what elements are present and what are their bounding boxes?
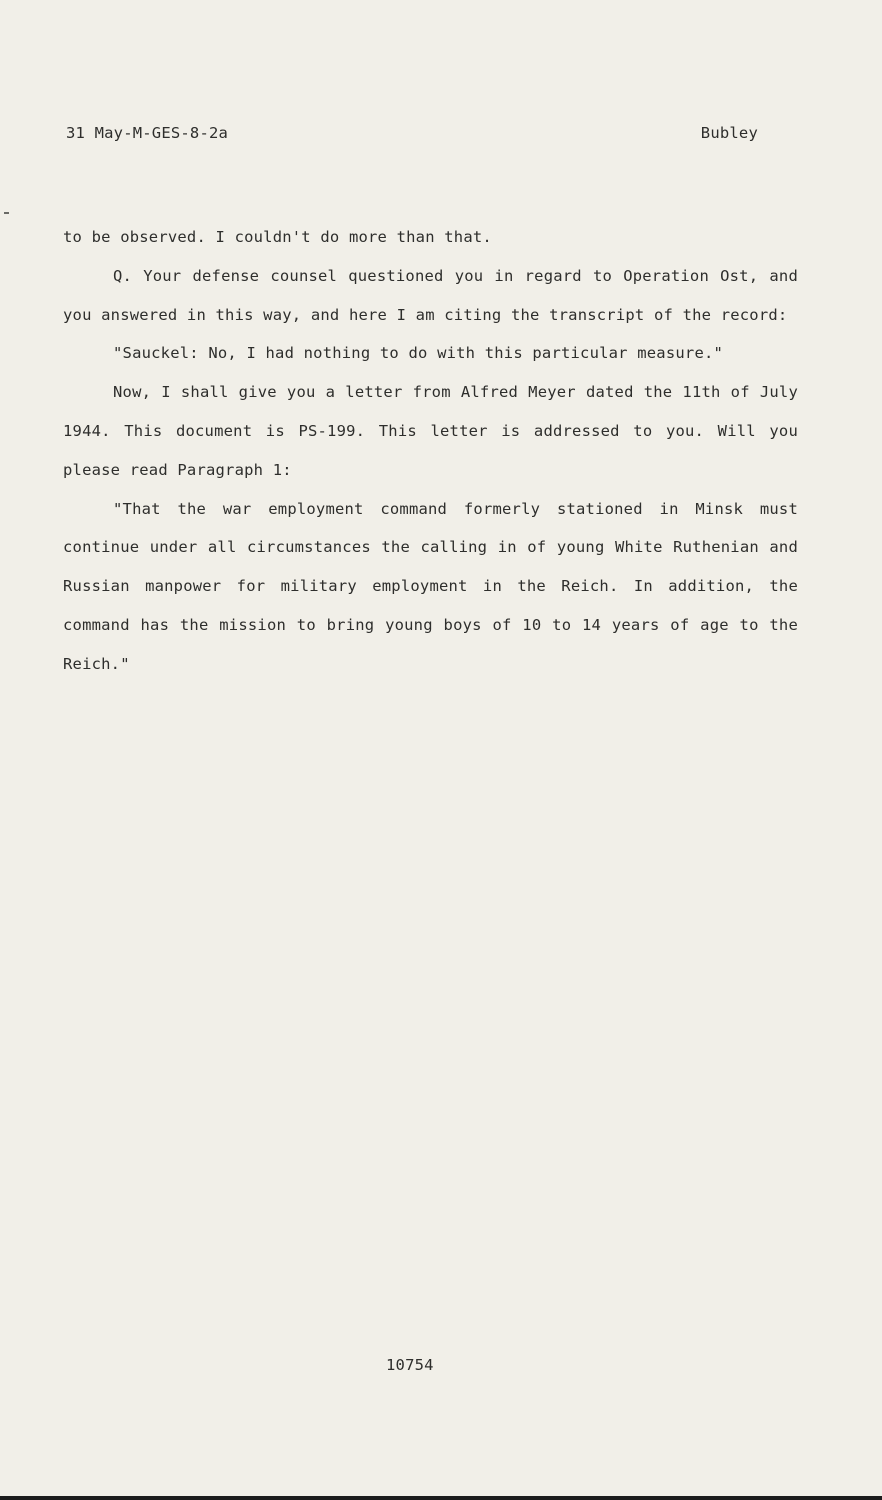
paragraph-continuation: to be observed. I couldn't do more than that. [63, 228, 492, 246]
paragraph-question: Q. Your defense counsel questioned you in regard to Operation Ost, and you answered in this way, and here I am citing the transcript of the record: [63, 266, 798, 324]
paragraph-quote-letter: "That the war employment command formerly stationed in Minsk must continue under all circumstances the calling in of young White Ruthenian and Russian manpower for military employment in the Reich. In addition, the command has the mission to bring young boys of 10 to 14 years of age to the Reich." [63, 499, 798, 673]
paragraph-letter: Now, I shall give you a letter from Alfred Meyer dated the 11th of July 1944. This document is PS-199. This letter is addressed to you. Will you please read Paragraph 1: [63, 383, 798, 479]
paragraph-quote-sauckel: "Sauckel: No, I had nothing to do with this particular measure." [113, 344, 724, 363]
transcript-body [63, 218, 798, 684]
document-reference: 31 May-M-GES-8-2a [66, 124, 229, 142]
margin-mark [4, 212, 9, 214]
scan-edge [0, 1496, 882, 1500]
page-number: 10754 [386, 1356, 434, 1374]
reporter-name: Bubley [700, 124, 758, 142]
